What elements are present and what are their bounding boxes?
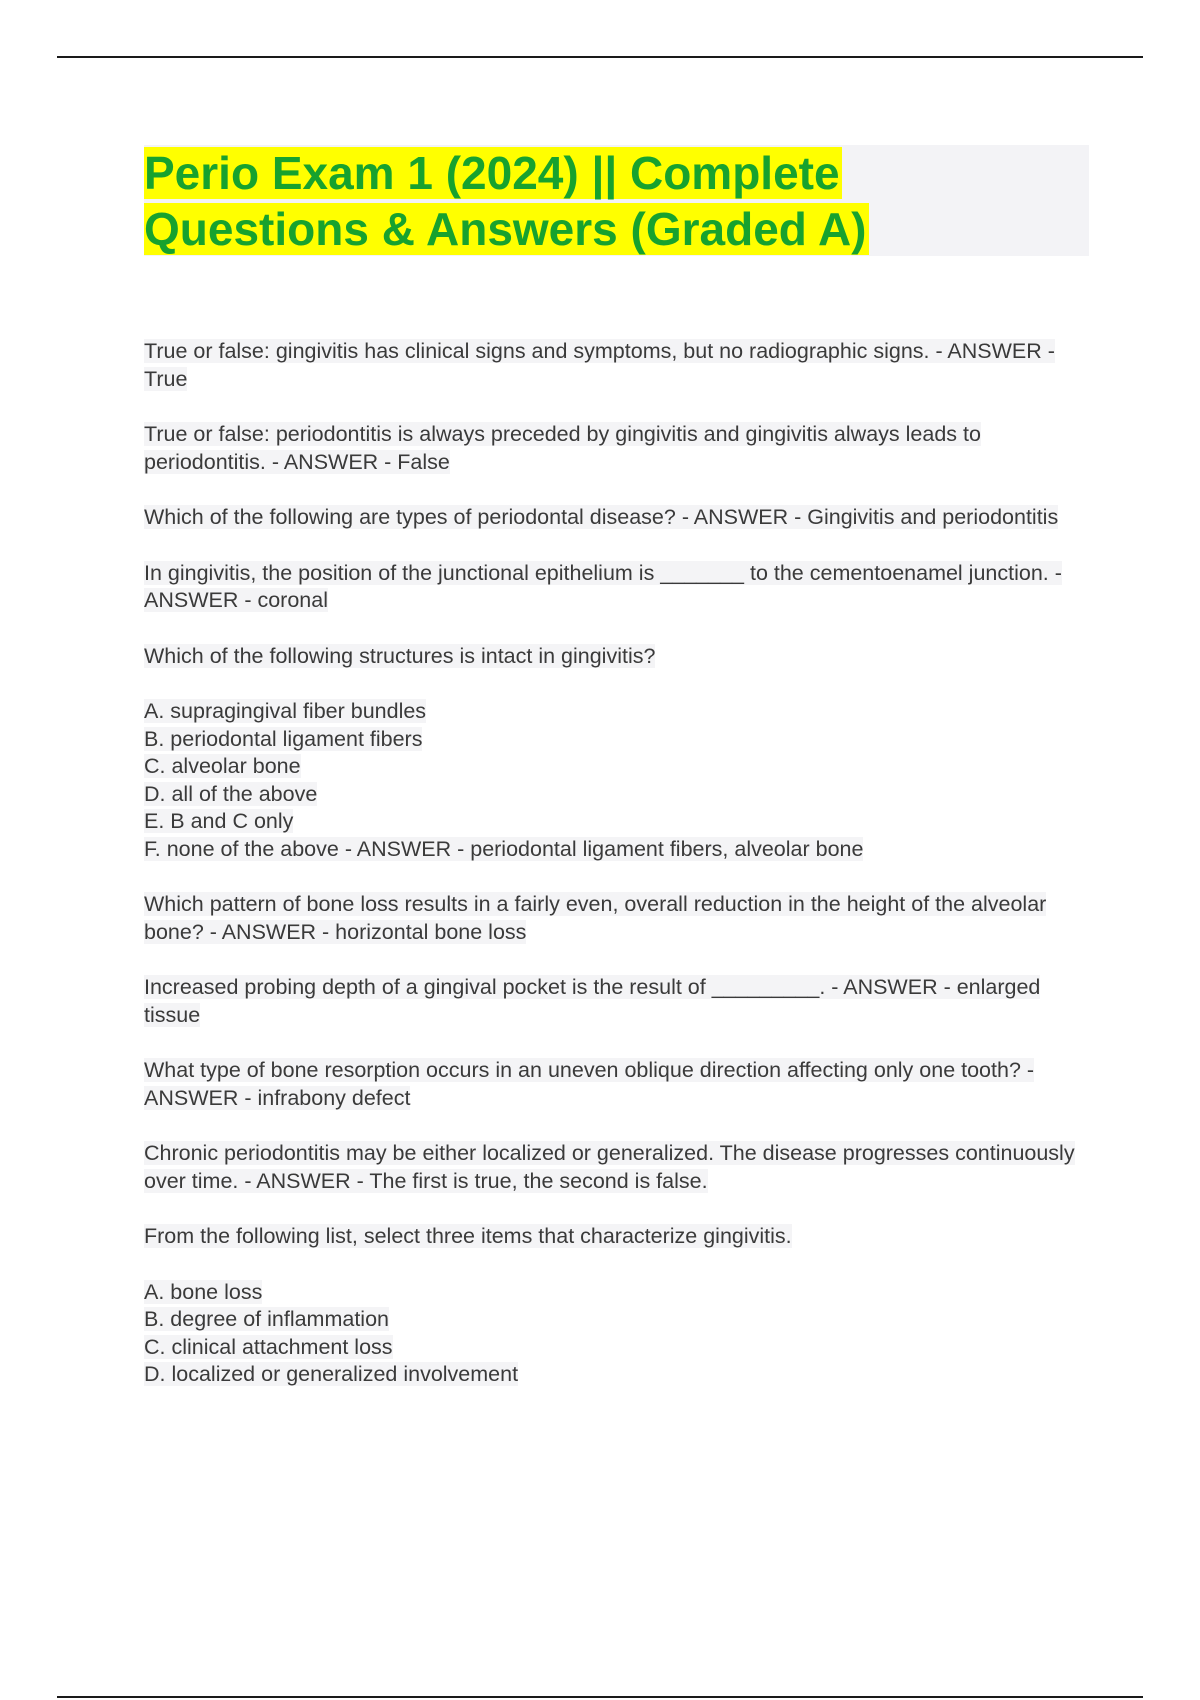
top-rule xyxy=(57,56,1143,58)
qa-item: Increased probing depth of a gingival pocket is the result of _________. - ANSWER - enlarged tissue xyxy=(144,975,1041,1027)
option-item: D. localized or generalized involvement xyxy=(144,1362,519,1386)
title-line-2: Questions & Answers (Graded A) xyxy=(144,203,867,255)
option-item: E. B and C only xyxy=(144,809,294,833)
title-block xyxy=(144,145,1089,256)
qa-item: True or false: periodontitis is always preceded by gingivitis and gingivitis always leads to periodontitis. - ANSWER - False xyxy=(144,422,981,474)
option-item: B. periodontal ligament fibers xyxy=(144,726,423,751)
option-item: D. all of the above xyxy=(144,781,318,806)
bottom-rule xyxy=(57,1696,1143,1698)
qa-item: What type of bone resorption occurs in an uneven oblique direction affecting only one tooth? - ANSWER - infrabony defect xyxy=(144,1058,1035,1110)
option-item: F. none of the above - ANSWER - periodontal ligament fibers, alveolar bone xyxy=(144,836,864,861)
qa-item: In gingivitis, the position of the junctional epithelium is _______ to the cementoenamel junction. - ANSWER - coronal xyxy=(144,560,1062,612)
qa-content xyxy=(144,338,1094,1417)
qa-item: Which of the following are types of periodontal disease? - ANSWER - Gingivitis and periodontitis xyxy=(144,505,1059,529)
options-list-2 xyxy=(144,1279,1094,1389)
title-line-1: Perio Exam 1 (2024) || Complete xyxy=(144,147,840,199)
option-item: C. clinical attachment loss xyxy=(144,1334,393,1359)
qa-item: True or false: gingivitis has clinical signs and symptoms, but no radiographic signs. - ANSWER - True xyxy=(144,339,1055,391)
options-list-1 xyxy=(144,698,1094,863)
option-item: A. bone loss xyxy=(144,1279,263,1304)
option-item: A. supragingival fiber bundles xyxy=(144,699,427,723)
page-title xyxy=(144,145,1089,257)
qa-item: Which pattern of bone loss results in a fairly even, overall reduction in the height of the alveolar bone? - ANSWER - horizontal bone loss xyxy=(144,892,1047,944)
option-item: C. alveolar bone xyxy=(144,754,301,778)
qa-item: Chronic periodontitis may be either localized or generalized. The disease progresses continuously over time. - ANSWER - The first is true, the second is false. xyxy=(144,1141,1075,1193)
option-item: B. degree of inflammation xyxy=(144,1307,389,1331)
qa-item: From the following list, select three items that characterize gingivitis. xyxy=(144,1224,792,1248)
qa-item: Which of the following structures is intact in gingivitis? xyxy=(144,643,656,668)
